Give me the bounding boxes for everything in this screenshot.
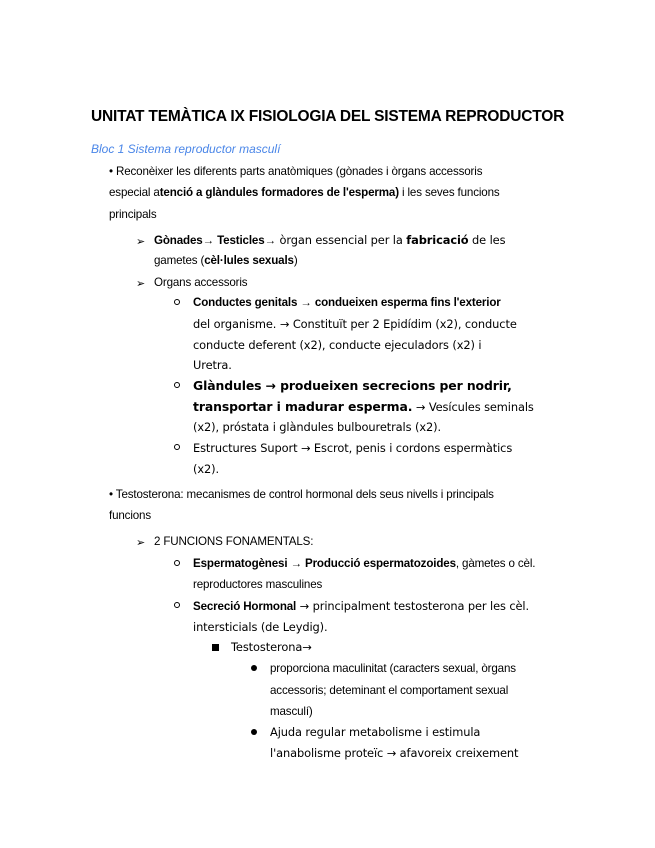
gonades-line2: gametes (cèl·lules sexuals)	[154, 254, 298, 267]
dot-bullet-icon	[251, 729, 257, 735]
funcions-label: 2 FUNCIONS FONAMENTALS:	[154, 535, 314, 548]
arrow-bullet-icon: ➢	[136, 236, 146, 248]
section-heading: Bloc 1 Sistema reproductor masculí	[91, 142, 281, 156]
proporciona-line1: proporciona maculinitat (caracters sexual, òrgans	[270, 662, 516, 675]
testosterona-label: Testosterona→	[231, 640, 312, 654]
circle-bullet-icon	[174, 444, 180, 450]
section1-bullet-text	[109, 165, 482, 178]
secrecio-line1: Secreció Hormonal → principalment testosterona per les cèl.	[193, 599, 530, 613]
section1-line3: principals	[109, 208, 157, 221]
dot-bullet-icon	[251, 665, 257, 671]
secrecio-line2: intersticials (de Leydig).	[193, 620, 328, 634]
ajuda-line1: Ajuda regular metabolisme i estimula	[270, 725, 481, 739]
page-title: UNITAT TEMÀTICA IX FISIOLOGIA DEL SISTEMA REPRODUCTOR	[91, 108, 565, 125]
arrow-bullet-icon: ➢	[136, 278, 146, 290]
bullet-marker: •	[109, 165, 113, 178]
section1-line1: Reconèixer les diferents parts anatòmiques (gònades i òrgans accessoris	[116, 165, 483, 178]
conductes-line3: conducte deferent (x2), conducte ejeculadors (x2) i	[193, 338, 482, 352]
circle-bullet-icon	[174, 299, 180, 305]
section2-bullet-text	[109, 488, 494, 501]
proporciona-line3: masculí)	[270, 705, 313, 718]
circle-bullet-icon	[174, 382, 180, 388]
conductes-line2: del organisme. → Constituït per 2 Epidídim (x2), conducte	[193, 317, 517, 331]
gonades-line1: Gònades→ Testicles→ òrgan essencial per la fabricació de les	[154, 233, 506, 247]
glandules-line1: Glàndules → produeixen secrecions per nodrir,	[193, 378, 512, 393]
estructures-line1: Estructures Suport → Escrot, penis i cordons espermàtics	[193, 441, 513, 455]
espermatogenesi-line2: reproductores masculines	[193, 578, 323, 591]
section2-line1: Testosterona: mecanismes de control hormonal dels seus nivells i principals	[115, 488, 494, 501]
circle-bullet-icon	[174, 602, 180, 608]
circle-bullet-icon	[174, 560, 180, 566]
conductes-line4: Uretra.	[193, 358, 232, 372]
conductes-line1: Conductes genitals → condueixen esperma fins l'exterior	[193, 296, 501, 309]
glandules-line3: (x2), próstata i glàndules bulbouretrals (x2).	[193, 420, 441, 434]
ajuda-line2: l'anabolisme proteïc → afavoreix creixement	[270, 746, 519, 760]
bullet-marker: •	[109, 488, 113, 501]
section1-line2: especial atenció a glàndules formadores de l'esperma) i les seves funcions	[109, 186, 500, 199]
arrow-bullet-icon: ➢	[136, 537, 146, 549]
estructures-line2: (x2).	[193, 462, 219, 476]
organs-accessoris-label: Organs accessoris	[154, 276, 248, 289]
square-bullet-icon	[212, 644, 219, 651]
proporciona-line2: accessoris; deteminant el comportament sexual	[270, 684, 509, 697]
glandules-line2: transportar i madurar esperma. → Vesícules seminals	[193, 399, 534, 414]
espermatogenesi-line1: Espermatogènesi → Producció espermatozoides, gàmetes o cèl.	[193, 557, 536, 570]
section2-line2: funcions	[109, 509, 151, 522]
